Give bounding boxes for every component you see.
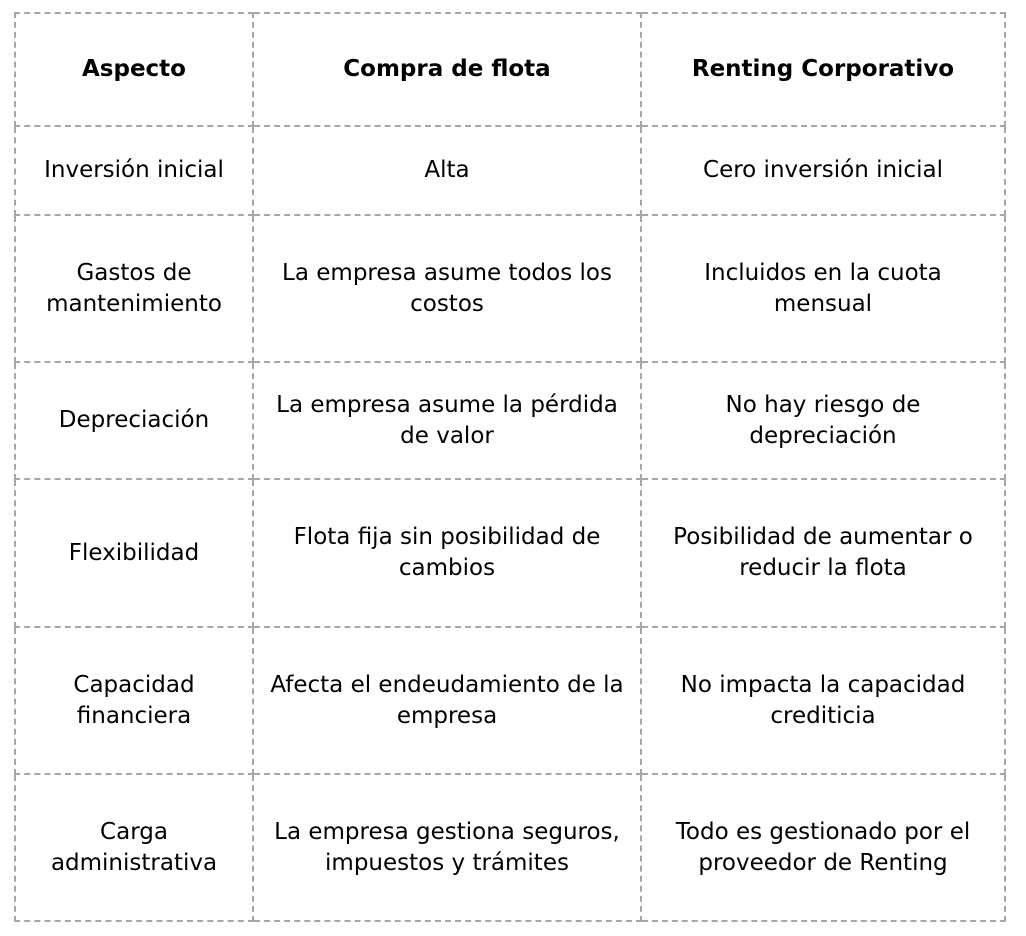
table-row <box>15 362 1005 479</box>
compra-cell: La empresa gestiona seguros, impuestos y trámites <box>253 774 641 921</box>
aspect-cell: Inversión inicial <box>15 126 253 215</box>
compra-cell: Alta <box>253 126 641 215</box>
comparison-table <box>14 12 1006 922</box>
renting-cell-text: Incluidos en la cuota mensual <box>704 259 942 317</box>
table-row <box>15 627 1005 774</box>
table-row <box>15 479 1005 627</box>
header-aspecto: Aspecto <box>15 13 253 126</box>
compra-cell: Flota fija sin posibilidad de cambios <box>253 479 641 627</box>
table-row <box>15 126 1005 215</box>
renting-cell: Todo es gestionado por el proveedor de Renting <box>641 774 1005 921</box>
table-row <box>15 774 1005 921</box>
aspect-cell: Flexibilidad <box>15 479 253 627</box>
aspect-cell: Gastos de mantenimiento <box>15 215 253 362</box>
header-compra-de-flota: Compra de flota <box>253 13 641 126</box>
aspect-cell: Depreciación <box>15 362 253 479</box>
renting-cell: No impacta la capacidad crediticia <box>641 627 1005 774</box>
compra-cell: Afecta el endeudamiento de la empresa <box>253 627 641 774</box>
aspect-cell: Carga administrativa <box>15 774 253 921</box>
compra-cell: La empresa asume todos los costos <box>253 215 641 362</box>
table-row <box>15 215 1005 362</box>
renting-cell: No hay riesgo de depreciación <box>641 362 1005 479</box>
renting-cell: Cero inversión inicial <box>641 126 1005 215</box>
compra-cell: La empresa asume la pérdida de valor <box>253 362 641 479</box>
header-renting-corporativo: Renting Corporativo <box>641 13 1005 126</box>
renting-cell: Posibilidad de aumentar o reducir la flota <box>641 479 1005 627</box>
renting-cell <box>641 215 1005 362</box>
aspect-cell: Capacidad financiera <box>15 627 253 774</box>
header-row <box>15 13 1005 126</box>
